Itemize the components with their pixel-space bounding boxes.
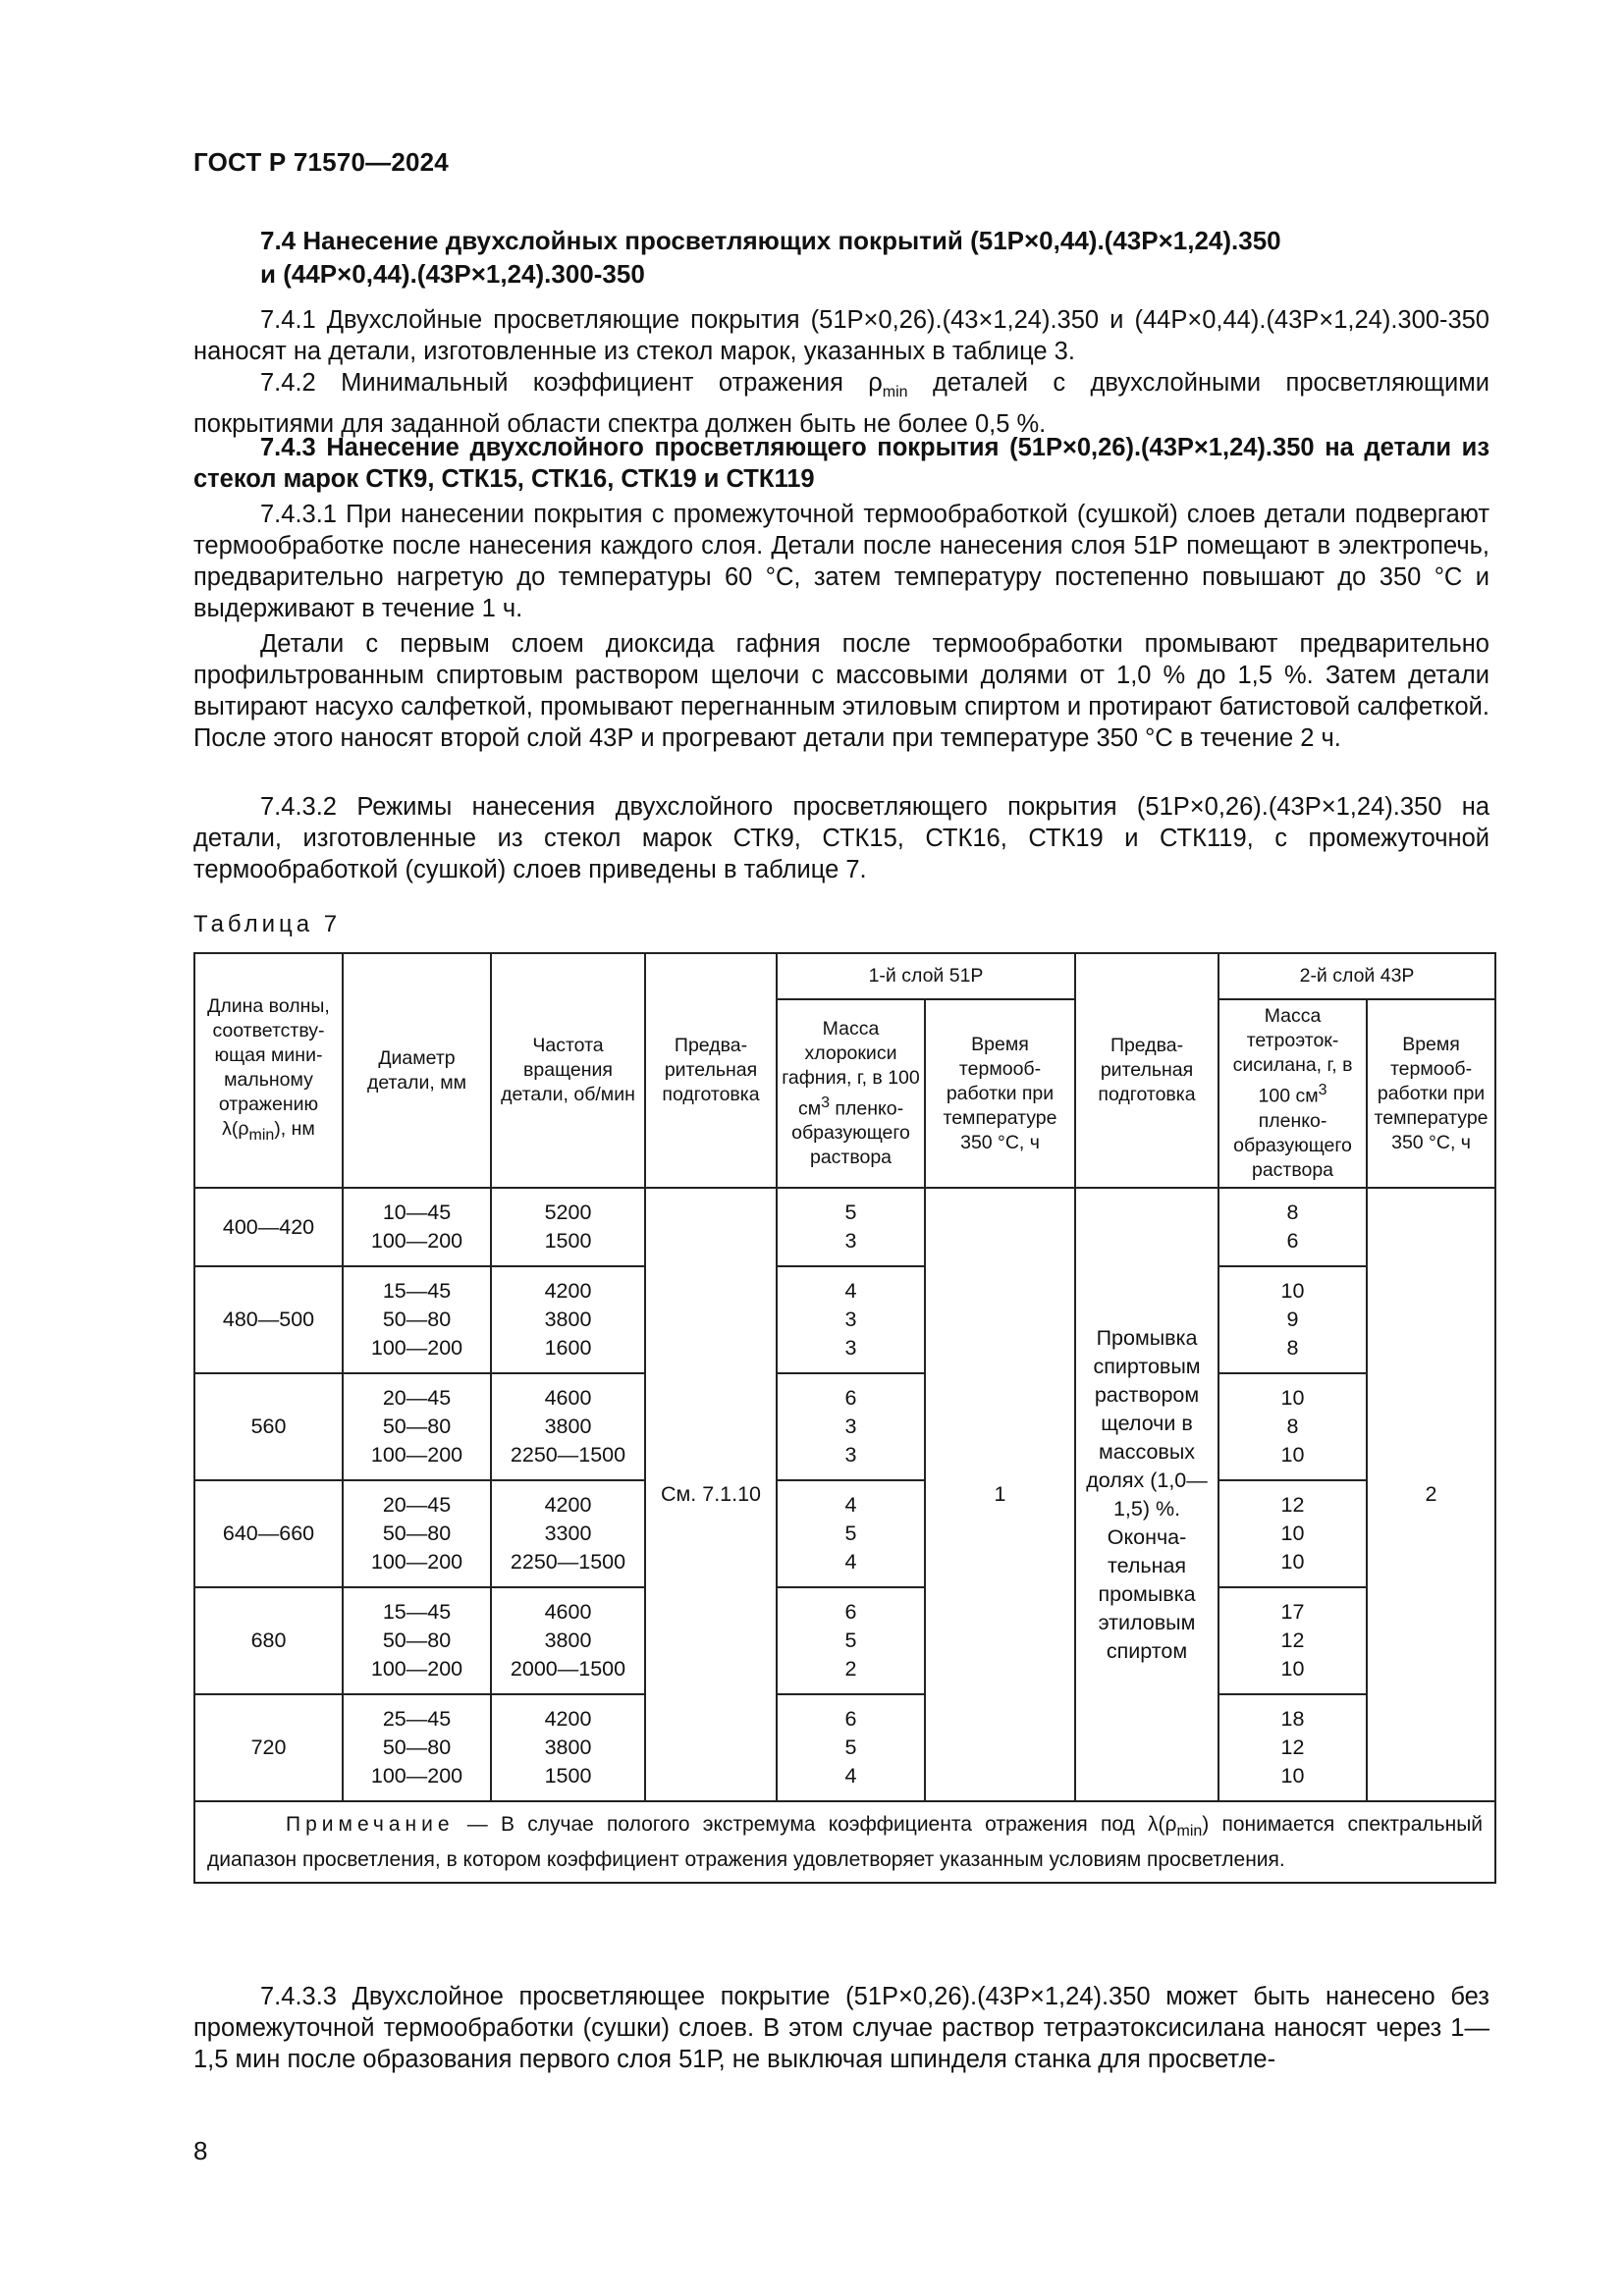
paragraph-7-4-3-3: 7.4.3.3 Двухслойное просветляющее покрытие (51Р×0,26).(43Р×1,24).350 может быть нанесено без промежуточной термообработки (сушки) слоев. В этом случае раствор тетраэтоксисилана наносят через 1—1,5 мин после образования первого слоя 51Р, не выключая шпинделя станка для просветле- <box>193 1983 1489 2073</box>
cell-time2-merged: 2 <box>1367 1188 1495 1801</box>
header-frequency: Частота вращения детали, об/мин <box>491 953 645 1188</box>
cell-prep1-merged: См. 7.1.10 <box>645 1188 777 1801</box>
cell-mass1: 6 5 4 <box>777 1694 925 1801</box>
cell-mass2: 10 9 8 <box>1218 1266 1367 1373</box>
table-row <box>194 1373 1495 1480</box>
cell-frequency: 4200 3800 1500 <box>491 1694 645 1801</box>
cell-mass1: 4 5 4 <box>777 1480 925 1587</box>
cell-diameter: 15—45 50—80 100—200 <box>343 1587 491 1694</box>
cell-mass2: 18 12 10 <box>1218 1694 1367 1801</box>
header-mass2: Масса тетроэток-сисилана, г, в 100 $см^3$ пленко-образующего раствора <box>1218 999 1367 1188</box>
cell-frequency: 5200 1500 <box>491 1188 645 1266</box>
paragraph-7-4-1: 7.4.1 Двухслойные просветляющие покрытия (51Р×0,26).(43×1,24).350 и (44Р×0,44).(43Р×1,24).300-350 наносят на детали, изготовленные из стекол марок, указанных в таблице 3. <box>193 306 1489 365</box>
header-prep2: Предва-рительная подготовка <box>1075 953 1218 1188</box>
cell-mass1: 6 3 3 <box>777 1373 925 1480</box>
paragraph-7-4-3-heading: 7.4.3 Нанесение двухслойного просветляющего покрытия (51Р×0,26).(43Р×1,24).350 на детали из стекол марок СТК9, СТК15, СТК16, СТК19 и СТК119 <box>193 434 1489 493</box>
page-number: 8 <box>193 2136 208 2165</box>
header-diameter: Диаметр детали, мм <box>343 953 491 1188</box>
cell-diameter: 15—45 50—80 100—200 <box>343 1266 491 1373</box>
cell-mass2: 8 6 <box>1218 1188 1367 1266</box>
header-time1: Время термооб-работки при температуре 350 °С, ч <box>925 999 1075 1188</box>
table-7 <box>193 952 1496 1884</box>
section-heading <box>260 224 1488 291</box>
cell-wavelength: 640—660 <box>194 1480 343 1587</box>
cell-wavelength: 400—420 <box>194 1188 343 1266</box>
cell-diameter: 20—45 50—80 100—200 <box>343 1373 491 1480</box>
document-header: ГОСТ Р 71570—2024 <box>193 147 449 177</box>
cell-frequency: 4600 3800 2000—1500 <box>491 1587 645 1694</box>
cell-diameter: 20—45 50—80 100—200 <box>343 1480 491 1587</box>
cell-mass1: 5 3 <box>777 1188 925 1266</box>
cell-mass1: 6 5 2 <box>777 1587 925 1694</box>
header-layer1: 1-й слой 51Р <box>777 953 1075 999</box>
table-row <box>194 1587 1495 1694</box>
table-row <box>194 1188 1495 1266</box>
cell-mass2: 10 8 10 <box>1218 1373 1367 1480</box>
cell-mass2: 17 12 10 <box>1218 1587 1367 1694</box>
header-wavelength: Длина волны, соответству-ющая мини-мальному отражению $\lambda(\rho_{min})$, нм <box>194 953 343 1188</box>
paragraph-7-4-3-1-cont: Детали с первым слоем диоксида гафния после термообработки промывают предварительно профильтрованным спиртовым раствором щелочи с массовыми долями от 1,0 % до 1,5 %. Затем детали вытирают насухо салфеткой, промывают перегнанным этиловым спиртом и протирают батистовой салфеткой. После этого наносят второй слой 43Р и прогревают детали при температуре 350 °С в течение 2 ч. <box>193 630 1489 752</box>
cell-diameter: 25—45 50—80 100—200 <box>343 1694 491 1801</box>
cell-frequency: 4200 3800 1600 <box>491 1266 645 1373</box>
paragraph-7-4-3-2: 7.4.3.2 Режимы нанесения двухслойного просветляющего покрытия (51Р×0,26).(43Р×1,24).350 на детали, изготовленные из стекол марок СТК9, СТК15, СТК16, СТК19 и СТК119, с промежуточной термообработкой (сушкой) слоев приведены в таблице 7. <box>193 793 1489 883</box>
section-heading-line2: и (44Р×0,44).(43Р×1,24).300-350 <box>260 259 645 289</box>
cell-wavelength: 680 <box>194 1587 343 1694</box>
cell-frequency: 4200 3300 2250—1500 <box>491 1480 645 1587</box>
header-layer2: 2-й слой 43Р <box>1218 953 1495 999</box>
header-time2: Время термооб-работки при температуре 350 °С, ч <box>1367 999 1495 1188</box>
paragraph-7-4-2: 7.4.2 Минимальный коэффициент отражения $\rho_{min}$ деталей с двухслойными просветляющими покрытиями для заданной области спектра должен быть не более 0,5 %. <box>193 369 1489 439</box>
cell-wavelength: 720 <box>194 1694 343 1801</box>
table-note: Примечание — В случае пологого экстремума коэффициента отражения под $\lambda(\rho_{min})$ понимается спектральный диапазон просветления, в котором коэффициент отражения удовлетворяет указанным условиям просветления. <box>194 1801 1495 1883</box>
paragraph-7-4-3-1: 7.4.3.1 При нанесении покрытия с промежуточной термообработкой (сушкой) слоев детали подвергают термообработке после нанесения каждого слоя. Детали после нанесения слоя 51Р помещают в электропечь, предварительно нагретую до температуры 60 °С, затем температуру постепенно повышают до 350 °С и выдерживают в течение 1 ч. <box>193 501 1489 622</box>
table-row <box>194 1694 1495 1801</box>
table-row <box>194 1480 1495 1587</box>
section-heading-line1: 7.4 Нанесение двухслойных просветляющих покрытий (51Р×0,44).(43Р×1,24).350 <box>260 226 1281 255</box>
cell-wavelength: 560 <box>194 1373 343 1480</box>
table-caption: Таблица 7 <box>193 911 342 937</box>
cell-mass2: 12 10 10 <box>1218 1480 1367 1587</box>
cell-mass1: 4 3 3 <box>777 1266 925 1373</box>
cell-wavelength: 480—500 <box>194 1266 343 1373</box>
header-mass1: Масса хлорокиси гафния, г, в 100 $см^3$ пленко-образующего раствора <box>777 999 925 1188</box>
cell-frequency: 4600 3800 2250—1500 <box>491 1373 645 1480</box>
header-prep1: Предва-рительная подготовка <box>645 953 777 1188</box>
cell-time1-merged: 1 <box>925 1188 1075 1801</box>
cell-diameter: 10—45 100—200 <box>343 1188 491 1266</box>
table-row <box>194 1266 1495 1373</box>
cell-prep2-merged: Промывка спиртовым раствором щелочи в массовых долях (1,0—1,5) %. Оконча-тельная промывка этиловым спиртом <box>1075 1188 1218 1801</box>
